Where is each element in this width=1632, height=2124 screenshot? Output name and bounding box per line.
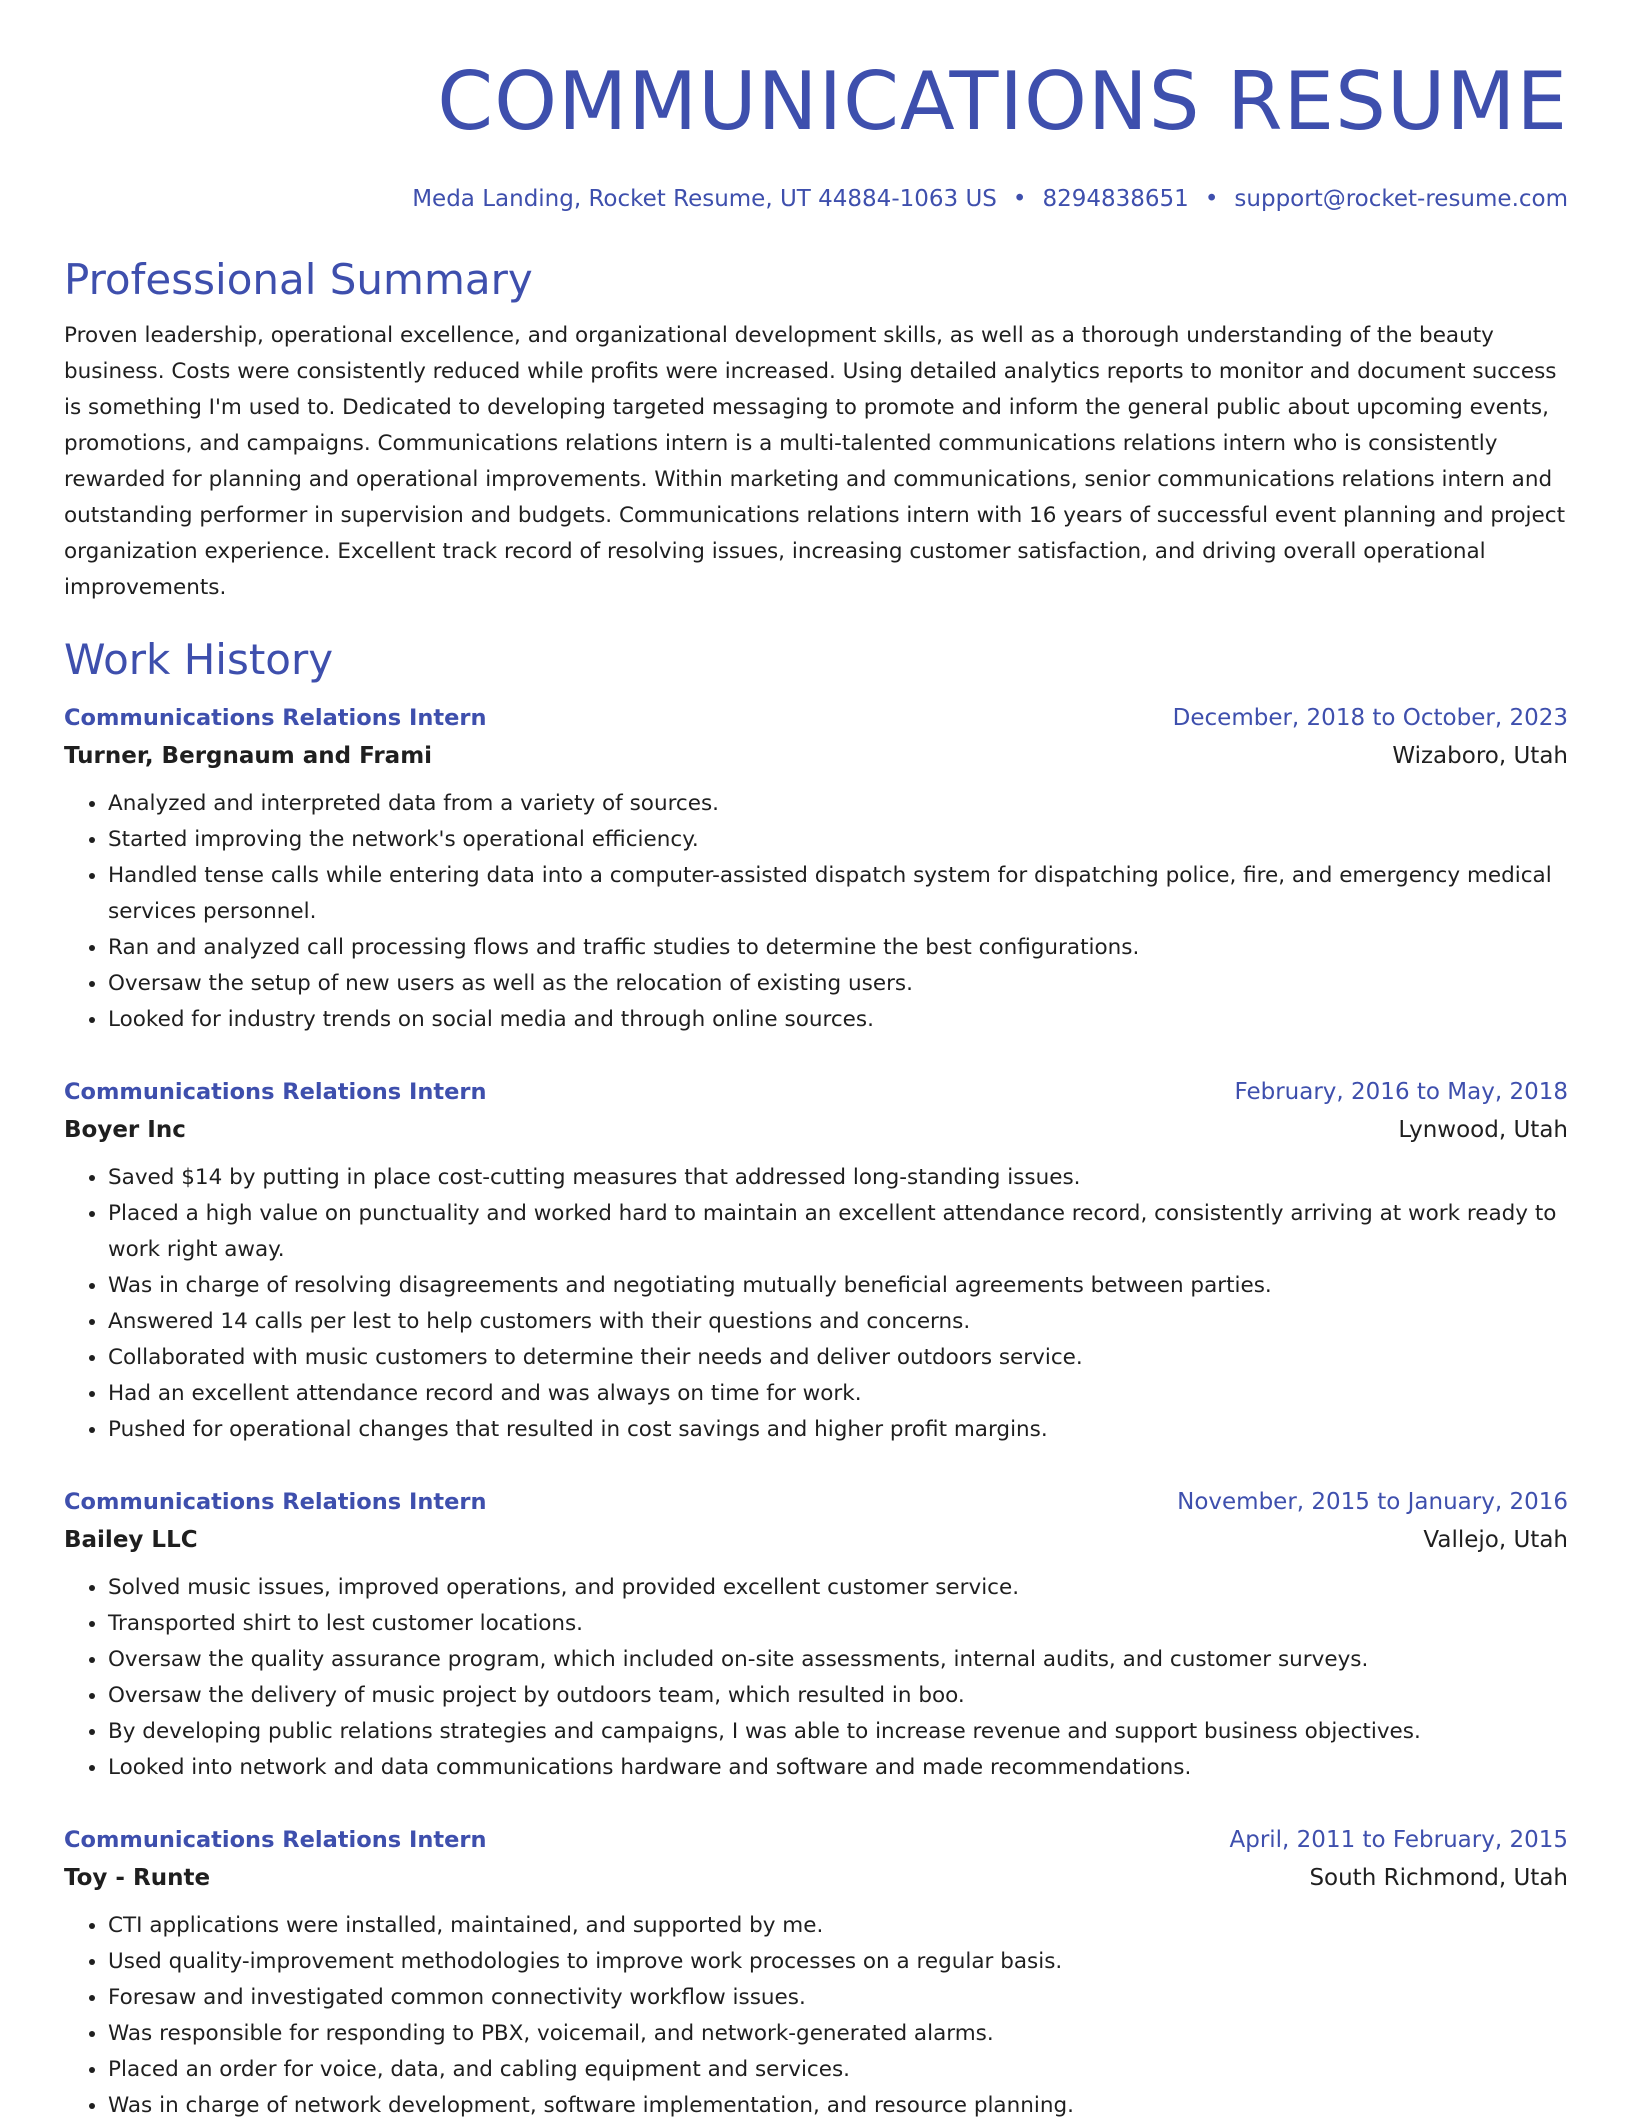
contact-separator: •: [1204, 186, 1219, 212]
job-bullet: • Transported shirt to lest customer locations.: [108, 1606, 1568, 1642]
job-title: Communications Relations Intern: [64, 1827, 487, 1853]
job-bullet: • Looked for industry trends on social media and through online sources.: [108, 1002, 1568, 1038]
job-dates: February, 2016 to May, 2018: [1234, 1079, 1568, 1105]
job-company: Bailey LLC: [64, 1527, 198, 1553]
job-entry: [64, 1484, 1568, 1786]
job-title-row: [64, 1074, 1568, 1110]
contact-separator: •: [1012, 186, 1027, 212]
job-bullet: • Oversaw the setup of new users as well as the relocation of existing users.: [108, 966, 1568, 1002]
job-title: Communications Relations Intern: [64, 705, 487, 731]
job-bullet: • Was in charge of network development, software implementation, and resource planning.: [108, 2088, 1568, 2124]
job-company-row: [64, 736, 1568, 776]
job-title: Communications Relations Intern: [64, 1079, 487, 1105]
job-bullet: • Answered 14 calls per lest to help customers with their questions and concerns.: [108, 1304, 1568, 1340]
job-title-row: [64, 700, 1568, 736]
resume-header: [64, 0, 1568, 214]
job-bullet: • Used quality-improvement methodologies to improve work processes on a regular basis.: [108, 1944, 1568, 1980]
job-location: Wizaboro, Utah: [1392, 743, 1568, 769]
summary-heading: Professional Summary: [64, 255, 533, 304]
summary-text: Proven leadership, operational excellence, and organizational development skills, as well as a thorough understanding of the beauty business. Costs were consistently reduced while profits were increased. Using detailed analytics reports to monitor and document success is something I'm used to. Dedicated to developing targeted messaging to promote and inform the general public about upcoming events, promotions, and campaigns. Communications relations intern is a multi-talented communications relations intern who is consistently rewarded for planning and operational improvements. Within marketing and communications, senior communications relations intern and outstanding performer in supervision and budgets. Communications relations intern with 16 years of successful event planning and project organization experience. Excellent track record of resolving issues, increasing customer satisfaction, and driving overall operational improvements.: [64, 323, 1566, 600]
job-bullet: • By developing public relations strategies and campaigns, I was able to increase revenue and support business objectives.: [108, 1714, 1568, 1750]
job-bullet: • Solved music issues, improved operations, and provided excellent customer service.: [108, 1570, 1568, 1606]
job-bullet: • Was responsible for responding to PBX, voicemail, and network-generated alarms.: [108, 2016, 1568, 2052]
job-bullet: • Collaborated with music customers to determine their needs and deliver outdoors service.: [108, 1340, 1568, 1376]
job-bullet-list: [64, 1570, 1568, 1786]
job-title: Communications Relations Intern: [64, 1489, 487, 1515]
job-title-row: [64, 1822, 1568, 1858]
work-history-heading: Work History: [64, 635, 334, 684]
job-bullet: • Handled tense calls while entering data into a computer-assisted dispatch system for dispatching police, fire, and emergency medical services personnel.: [108, 858, 1568, 930]
job-bullet-list: [64, 786, 1568, 1038]
job-company: Boyer Inc: [64, 1117, 186, 1143]
job-bullet: • Saved $14 by putting in place cost-cutting measures that addressed long-standing issues.: [108, 1160, 1568, 1196]
job-entry: [64, 1822, 1568, 2124]
work-history-list: [64, 700, 1568, 2124]
job-bullet: • Placed a high value on punctuality and worked hard to maintain an excellent attendance record, consistently arriving at work ready to work right away.: [108, 1196, 1568, 1268]
resume-title: COMMUNICATIONS RESUME: [437, 55, 1568, 148]
contact-line: [64, 184, 1568, 214]
job-bullet: • Started improving the network's operational efficiency.: [108, 822, 1568, 858]
job-dates: December, 2018 to October, 2023: [1172, 705, 1568, 731]
job-company: Turner, Bergnaum and Frami: [64, 743, 433, 769]
job-location: Lynwood, Utah: [1398, 1117, 1568, 1143]
job-location: South Richmond, Utah: [1309, 1865, 1568, 1891]
job-title-row: [64, 1484, 1568, 1520]
job-bullet-list: [64, 1160, 1568, 1448]
job-bullet: • Looked into network and data communications hardware and software and made recommendations.: [108, 1750, 1568, 1786]
job-company: Toy - Runte: [64, 1865, 211, 1891]
job-bullet: • Ran and analyzed call processing flows and traffic studies to determine the best configurations.: [108, 930, 1568, 966]
contact-address: Meda Landing, Rocket Resume, UT 44884-1063 US: [412, 186, 997, 212]
job-bullet: • Oversaw the delivery of music project by outdoors team, which resulted in boo.: [108, 1678, 1568, 1714]
job-dates: November, 2015 to January, 2016: [1177, 1489, 1568, 1515]
job-company-row: [64, 1520, 1568, 1560]
job-bullet: • Oversaw the quality assurance program, which included on-site assessments, internal audits, and customer surveys.: [108, 1642, 1568, 1678]
job-bullet: • Foresaw and investigated common connectivity workflow issues.: [108, 1980, 1568, 2016]
contact-phone: 8294838651: [1042, 186, 1189, 212]
job-bullet: • Was in charge of resolving disagreements and negotiating mutually beneficial agreements between parties.: [108, 1268, 1568, 1304]
job-company-row: [64, 1858, 1568, 1898]
job-bullet: • Analyzed and interpreted data from a variety of sources.: [108, 786, 1568, 822]
job-bullet-list: [64, 1908, 1568, 2124]
job-bullet: • Placed an order for voice, data, and cabling equipment and services.: [108, 2052, 1568, 2088]
resume-page: [64, 0, 1568, 2124]
job-bullet: • Had an excellent attendance record and was always on time for work.: [108, 1376, 1568, 1412]
job-company-row: [64, 1110, 1568, 1150]
job-bullet: • Pushed for operational changes that resulted in cost savings and higher profit margins.: [108, 1412, 1568, 1448]
job-location: Vallejo, Utah: [1423, 1527, 1568, 1553]
job-entry: [64, 1074, 1568, 1448]
job-bullet: • CTI applications were installed, maintained, and supported by me.: [108, 1908, 1568, 1944]
contact-email[interactable]: support@rocket-resume.com: [1234, 186, 1568, 212]
job-dates: April, 2011 to February, 2015: [1229, 1827, 1568, 1853]
job-entry: [64, 700, 1568, 1038]
